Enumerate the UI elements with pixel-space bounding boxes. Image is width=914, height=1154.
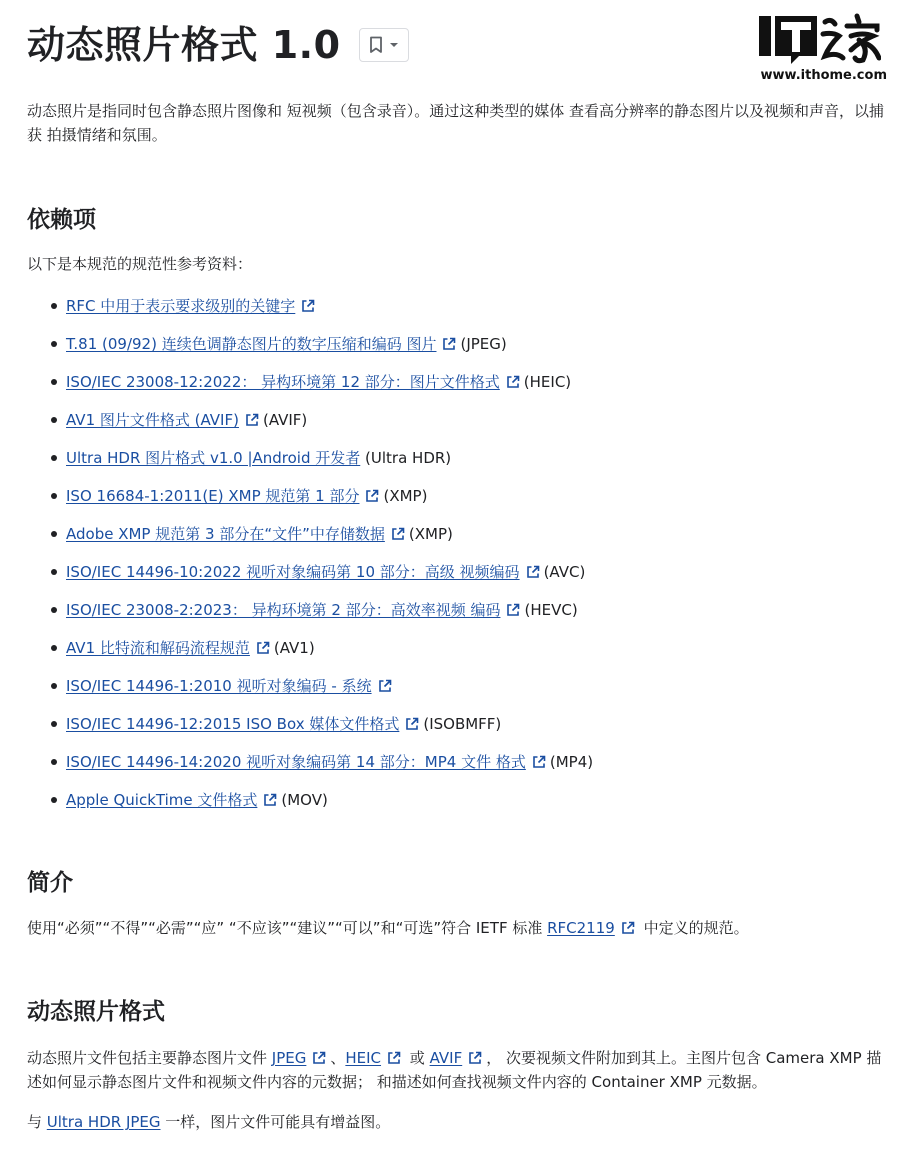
bullet-marker bbox=[51, 417, 57, 423]
external-link-icon bbox=[506, 603, 520, 617]
bullet-marker bbox=[51, 797, 57, 803]
bullet-marker bbox=[51, 379, 57, 385]
reference-suffix: (HEIC) bbox=[523, 373, 572, 391]
external-link-icon bbox=[387, 1051, 401, 1065]
reference-item bbox=[27, 401, 593, 439]
format-p2-text-b: 一样，图片文件可能具有增益图。 bbox=[160, 1113, 391, 1131]
format-sep-2: 或 bbox=[405, 1049, 430, 1067]
jpeg-link[interactable]: JPEG bbox=[271, 1049, 307, 1067]
bullet-marker bbox=[51, 607, 57, 613]
introduction-text-before: 使用“必须”“不得”“必需”“应” “不应该”“建议”“可以”和“可选”符合 IETF 标准 bbox=[27, 919, 548, 937]
reference-link[interactable]: RFC 中用于表示要求级别的关键字 bbox=[66, 297, 296, 315]
bullet-marker bbox=[51, 721, 57, 727]
bullet-marker bbox=[51, 645, 57, 651]
introduction-text-after: 中定义的规范。 bbox=[638, 919, 749, 937]
external-link-icon bbox=[256, 641, 270, 655]
reference-link[interactable]: Apple QuickTime 文件格式 bbox=[66, 791, 258, 809]
reference-suffix: (Ultra HDR) bbox=[365, 449, 452, 467]
reference-suffix: (MOV) bbox=[281, 791, 328, 809]
reference-item bbox=[27, 629, 593, 667]
introduction-paragraph bbox=[27, 916, 887, 940]
format-sep-1: 、 bbox=[330, 1049, 346, 1067]
reference-link[interactable]: Ultra HDR 图片格式 v1.0 |Android 开发者 bbox=[66, 449, 361, 467]
reference-link[interactable]: ISO/IEC 23008-12:2022： 异构环境第 12 部分：图片文件格式 bbox=[66, 373, 500, 391]
format-paragraph-1 bbox=[27, 1046, 887, 1094]
reference-link[interactable]: AV1 比特流和解码流程规范 bbox=[66, 639, 250, 657]
bullet-marker bbox=[51, 759, 57, 765]
bullet-marker bbox=[51, 531, 57, 537]
reference-item bbox=[27, 667, 593, 705]
title-row bbox=[27, 22, 409, 68]
ultra-hdr-jpeg-link[interactable]: Ultra HDR JPEG bbox=[46, 1113, 161, 1131]
external-link-icon bbox=[312, 1051, 326, 1065]
bullet-marker bbox=[51, 569, 57, 575]
format-text-a: 动态照片文件包括主要静态图片文件 bbox=[27, 1049, 272, 1067]
reference-link[interactable]: ISO/IEC 14496-12:2015 ISO Box 媒体文件格式 bbox=[66, 715, 400, 733]
logo-url: www.ithome.com bbox=[760, 68, 887, 83]
page-title: 动态照片格式 1.0 bbox=[27, 23, 341, 67]
reference-item bbox=[27, 553, 593, 591]
bullet-marker bbox=[51, 455, 57, 461]
reference-link[interactable]: ISO 16684-1:2011(E) XMP 规范第 1 部分 bbox=[66, 487, 360, 505]
reference-suffix: (XMP) bbox=[408, 525, 453, 543]
reference-link[interactable]: AV1 图片文件格式 (AVIF) bbox=[66, 411, 239, 429]
heading-dependencies: 依赖项 bbox=[27, 207, 96, 233]
reference-link[interactable]: ISO/IEC 14496-1:2010 视听对象编码 - 系统 bbox=[66, 677, 372, 695]
bullet-marker bbox=[51, 493, 57, 499]
reference-item bbox=[27, 743, 593, 781]
heading-motion-photo-format: 动态照片格式 bbox=[27, 999, 165, 1025]
avif-link[interactable]: AVIF bbox=[429, 1049, 463, 1067]
reference-item bbox=[27, 591, 593, 629]
reference-suffix: (AV1) bbox=[273, 639, 315, 657]
dependencies-intro: 以下是本规范的规范性参考资料： bbox=[27, 255, 253, 273]
reference-item bbox=[27, 363, 593, 401]
external-link-icon bbox=[506, 375, 520, 389]
reference-link[interactable]: Adobe XMP 规范第 3 部分在“文件”中存储数据 bbox=[66, 525, 385, 543]
format-paragraph-2 bbox=[27, 1110, 887, 1134]
format-text-b: ， 次要视频文件附加到其上。主图片包含 Camera XMP 描述如何显示静态图片文件和视频文件内容的元数据； 和描述如何查找视频文件内容的 Container XMP 元数据。 bbox=[27, 1049, 882, 1091]
external-link-icon bbox=[301, 299, 315, 313]
heading-introduction: 简介 bbox=[27, 870, 73, 896]
external-link-icon bbox=[532, 755, 546, 769]
reference-link[interactable]: T.81 (09/92) 连续色调静态图片的数字压缩和编码 图片 bbox=[66, 335, 437, 353]
reference-item bbox=[27, 705, 593, 743]
reference-item bbox=[27, 325, 593, 363]
external-link-icon bbox=[365, 489, 379, 503]
reference-item bbox=[27, 781, 593, 819]
caret-down-icon bbox=[389, 42, 399, 48]
heic-link[interactable]: HEIC bbox=[345, 1049, 382, 1067]
reference-item bbox=[27, 477, 593, 515]
reference-suffix: (AVIF) bbox=[262, 411, 308, 429]
bullet-marker bbox=[51, 341, 57, 347]
bookmark-button[interactable] bbox=[359, 28, 409, 62]
external-link-icon bbox=[391, 527, 405, 541]
external-link-icon bbox=[405, 717, 419, 731]
reference-item bbox=[27, 439, 593, 477]
ithome-logo bbox=[759, 12, 887, 88]
reference-suffix: (AVC) bbox=[543, 563, 586, 581]
external-link-icon bbox=[263, 793, 277, 807]
external-link-icon bbox=[378, 679, 392, 693]
reference-item bbox=[27, 287, 593, 325]
ithome-logo-mark bbox=[759, 12, 881, 66]
external-link-icon bbox=[442, 337, 456, 351]
reference-suffix: (MP4) bbox=[549, 753, 594, 771]
bookmark-icon bbox=[369, 36, 383, 54]
reference-item bbox=[27, 515, 593, 553]
bullet-marker bbox=[51, 683, 57, 689]
external-link-icon bbox=[245, 413, 259, 427]
rfc2119-link[interactable]: RFC2119 bbox=[547, 919, 615, 937]
reference-link[interactable]: ISO/IEC 23008-2:2023： 异构环境第 2 部分：高效率视频 编码 bbox=[66, 601, 501, 619]
external-link-icon bbox=[621, 921, 635, 935]
reference-suffix: (XMP) bbox=[383, 487, 428, 505]
reference-suffix: (JPEG) bbox=[460, 335, 507, 353]
reference-link[interactable]: ISO/IEC 14496-10:2022 视听对象编码第 10 部分：高级 视频编码 bbox=[66, 563, 520, 581]
format-p2-text-a: 与 bbox=[27, 1113, 47, 1131]
external-link-icon bbox=[526, 565, 540, 579]
bullet-marker bbox=[51, 303, 57, 309]
external-link-icon bbox=[468, 1051, 482, 1065]
references-list bbox=[27, 287, 593, 819]
reference-suffix: (ISOBMFF) bbox=[423, 715, 502, 733]
reference-link[interactable]: ISO/IEC 14496-14:2020 视听对象编码第 14 部分：MP4 文件 格式 bbox=[66, 753, 526, 771]
reference-suffix: (HEVC) bbox=[524, 601, 578, 619]
intro-paragraph: 动态照片是指同时包含静态照片图像和 短视频（包含录音）。通过这种类型的媒体 查看高分辨率的静态图片以及视频和声音，以捕获 拍摄情绪和氛围。 bbox=[27, 102, 885, 144]
